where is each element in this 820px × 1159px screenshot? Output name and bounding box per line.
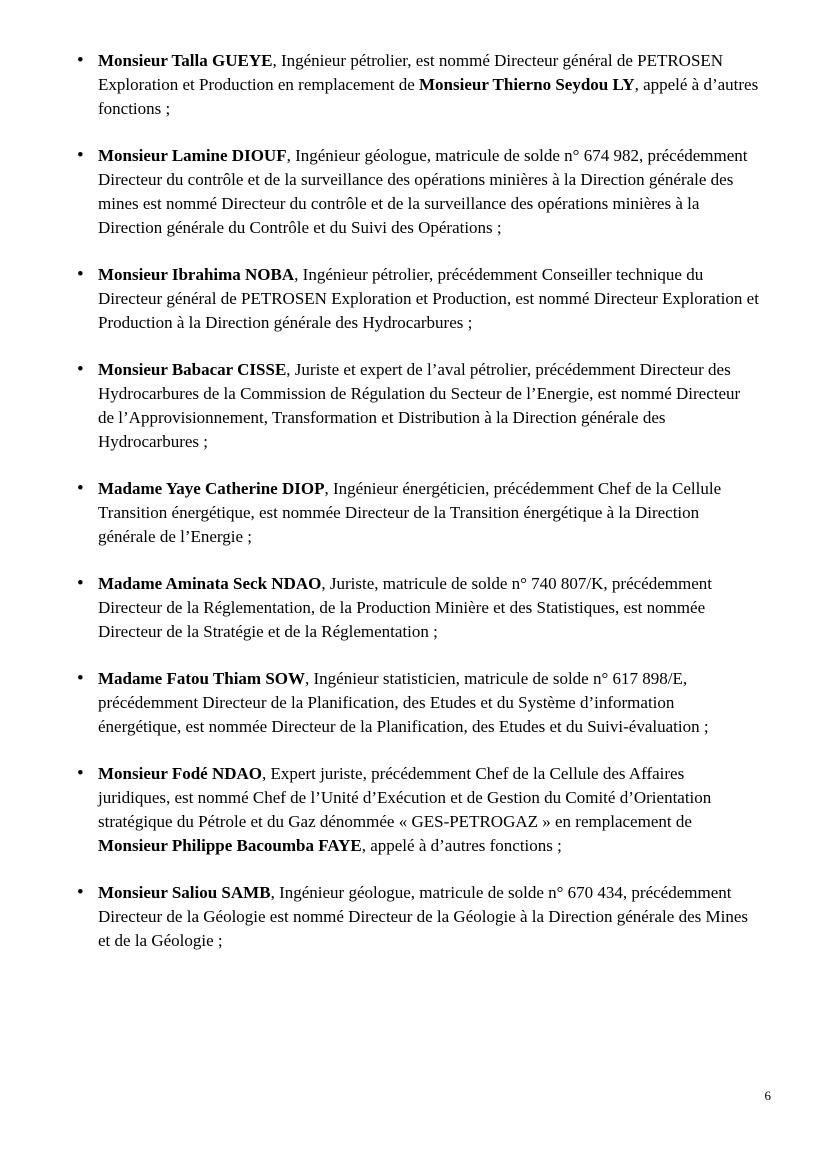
appointment-item (98, 667, 760, 739)
appointment-item (98, 358, 760, 454)
text-segment: , Ingénieur géologue, matricule de solde n° 670 434, précédemment Directeur de la Géologie est nommé Directeur de la Géologie à la Direction générale des Mines et de la Géologie ; (98, 883, 748, 950)
person-name: Monsieur Babacar CISSE (98, 360, 287, 379)
person-name: Madame Aminata Seck NDAO (98, 574, 322, 593)
person-name: Monsieur Talla GUEYE (98, 51, 273, 70)
text-segment: , Ingénieur statisticien, matricule de solde n° 617 898/E, précédemment Directeur de la Planification, des Etudes et du Système d’information énergétique, est nommée Directeur de la Planification, des Etudes et du Suivi-évaluation ; (98, 669, 709, 736)
text-segment: , Juriste et expert de l’aval pétrolier, précédemment Directeur des Hydrocarbures de la Commission de Régulation du Secteur de l’Energie, est nommé Directeur de l’Approvisionnement, Transformation et Distribution à la Direction générale des Hydrocarbures ; (98, 360, 741, 451)
text-segment: , Ingénieur énergéticien, précédemment Chef de la Cellule Transition énergétique, est nommée Directeur de la Transition énergétique à la Direction générale de l’Energie ; (98, 479, 722, 546)
appointment-item (98, 144, 760, 240)
text-segment: , Expert juriste, précédemment Chef de la Cellule des Affaires juridiques, est nommé Chef de l’Unité d’Exécution et de Gestion du Comité d’Orientation stratégique du Pétrole et du Gaz dénommée « GES-PETROGAZ » en remplacement de (98, 764, 712, 831)
appointment-item (98, 881, 760, 953)
appointment-item (98, 477, 760, 549)
person-name: Monsieur Philippe Bacoumba FAYE (98, 836, 362, 855)
person-name: Madame Yaye Catherine DIOP (98, 479, 325, 498)
text-segment: , appelé à d’autres fonctions ; (361, 836, 562, 855)
appointment-item (98, 572, 760, 644)
appointment-item (98, 49, 760, 121)
text-segment: , Ingénieur pétrolier, est nommé Directeur général de PETROSEN Exploration et Production en remplacement de (98, 51, 724, 94)
person-name: Monsieur Lamine DIOUF (98, 146, 287, 165)
person-name: Monsieur Thierno Seydou LY (419, 75, 635, 94)
person-name: Monsieur Saliou SAMB (98, 883, 271, 902)
page-number: 6 (764, 1088, 771, 1103)
appointment-item (98, 762, 760, 858)
person-name: Monsieur Fodé NDAO (98, 764, 263, 783)
appointment-item (98, 263, 760, 335)
text-segment: , Juriste, matricule de solde n° 740 807/K, précédemment Directeur de la Réglementation, de la Production Minière et des Statistiques, est nommée Directeur de la Stratégie et de la Réglementation ; (98, 574, 712, 641)
text-segment: , appelé à d’autres fonctions ; (98, 75, 759, 118)
person-name: Madame Fatou Thiam SOW (98, 669, 306, 688)
text-segment: , Ingénieur géologue, matricule de solde n° 674 982, précédemment Directeur du contrôle et de la surveillance des opérations minières à la Direction générale des mines est nommé Directeur du contrôle et de la surveillance des opérations minières à la Direction générale du Contrôle et du Suivi des Opérations ; (98, 146, 748, 237)
text-segment: , Ingénieur pétrolier, précédemment Conseiller technique du Directeur général de PETROSEN Exploration et Production, est nommé Directeur Exploration et Production à la Direction générale des Hydrocarbures ; (98, 265, 759, 332)
person-name: Monsieur Ibrahima NOBA (98, 265, 295, 284)
